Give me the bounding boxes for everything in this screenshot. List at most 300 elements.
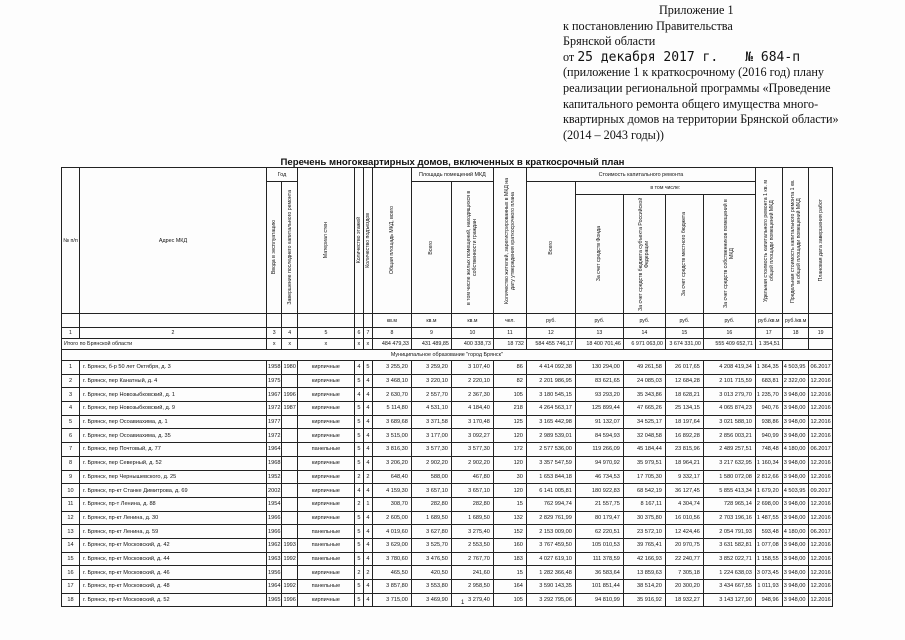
table-row <box>62 538 833 552</box>
table-cell: 3 092,27 <box>451 429 493 443</box>
table-cell: 1 011,93 <box>755 580 782 594</box>
table-cell: 101 851,44 <box>575 580 623 594</box>
table-cell: 06.2017 <box>809 443 832 457</box>
unit-cell <box>267 314 282 328</box>
table-cell: 4 065 874,23 <box>703 402 755 416</box>
table-cell: г. Брянск, пер Осоавиахима, д. 1 <box>80 415 267 429</box>
total-cell: х <box>297 339 354 350</box>
table-cell: 06.2017 <box>809 525 832 539</box>
table-cell: 3 021 588,10 <box>703 415 755 429</box>
table-cell: кирпичные <box>297 388 354 402</box>
header-cost-group: Стоимость капитального ремонта <box>526 168 755 182</box>
table-cell: 18 628,21 <box>665 388 703 402</box>
total-cell: 1 354,51 <box>755 339 782 350</box>
table-cell: кирпичные <box>297 456 354 470</box>
table-cell: 308,70 <box>372 497 411 511</box>
table-cell: 3 220,10 <box>411 374 451 388</box>
table-cell: 5 <box>363 361 372 375</box>
table-cell: 465,50 <box>372 566 411 580</box>
table-cell: 7 <box>62 443 80 457</box>
header-cost-total-label: Всего <box>547 240 554 255</box>
table-cell: 3 948,00 <box>782 552 809 566</box>
table-cell: 1 689,50 <box>411 511 451 525</box>
table-cell: 4 180,00 <box>782 443 809 457</box>
table-cell: 1954 <box>267 497 282 511</box>
table-cell: 5 114,80 <box>372 402 411 416</box>
table-cell: 2 <box>62 374 80 388</box>
table-cell: 2 <box>354 470 363 484</box>
table-cell: 83 621,65 <box>575 374 623 388</box>
table-cell: 105 <box>493 388 526 402</box>
table-cell: 1 <box>62 361 80 375</box>
table-cell: 9 332,17 <box>665 470 703 484</box>
table-row <box>62 456 833 470</box>
appendix-line: квартирных домов на территории Брянской области» <box>563 112 839 127</box>
table-cell: 2 856 003,21 <box>703 429 755 443</box>
table-cell: кирпичные <box>297 374 354 388</box>
header-area-private-label: в том числе жилых помещений, находящихся в собственности граждан <box>466 190 479 305</box>
table-cell: 12.2016 <box>809 456 832 470</box>
table-cell: 4 <box>363 552 372 566</box>
table-cell: 3 948,00 <box>782 429 809 443</box>
handwritten-date: 25 декабря 2017 г. <box>577 49 719 65</box>
table-cell: 1977 <box>267 415 282 429</box>
table-cell: г. Брянск, пер Новозыбковский, д. 1 <box>80 388 267 402</box>
table-cell: 4 <box>363 511 372 525</box>
unit-cell <box>62 314 80 328</box>
table-cell: 3 553,80 <box>411 580 451 594</box>
header-floors <box>354 168 363 314</box>
header-residents <box>493 168 526 314</box>
header-unit-cost <box>755 168 782 314</box>
table-cell: 3 948,00 <box>782 511 809 525</box>
table-cell: 3 948,00 <box>782 456 809 470</box>
table-cell: 160 <box>493 538 526 552</box>
header-area-total-label: Всего <box>428 240 435 255</box>
table-cell: 3 275,40 <box>451 525 493 539</box>
table-cell: 3 948,00 <box>782 415 809 429</box>
header-local <box>666 195 704 313</box>
total-cell: 484 479,33 <box>372 339 411 350</box>
table-cell: 3 948,00 <box>782 470 809 484</box>
table-row <box>62 511 833 525</box>
table-cell: 4 <box>62 402 80 416</box>
table-cell: 4 180,00 <box>782 525 809 539</box>
column-number-cell: 13 <box>575 328 623 339</box>
table-cell: 762 994,74 <box>526 497 575 511</box>
table-cell: 3 357 547,59 <box>526 456 575 470</box>
table-cell: 3 627,80 <box>411 525 451 539</box>
table-cell: 13 <box>62 525 80 539</box>
table-cell: г. Брянск, пр-кт Московский, д. 42 <box>80 538 267 552</box>
table-cell: 1 487,55 <box>755 511 782 525</box>
table-cell: 86 <box>493 361 526 375</box>
table-cell: 748,48 <box>755 443 782 457</box>
table-cell <box>282 374 297 388</box>
table-cell: 10 <box>62 484 80 498</box>
table-cell: 2 605,00 <box>372 511 411 525</box>
header-year-built <box>267 182 282 314</box>
table-cell: 3 469,90 <box>411 593 451 607</box>
table-cell: 5 <box>354 511 363 525</box>
header-cost-total <box>526 182 575 314</box>
table-cell: 22 240,77 <box>665 552 703 566</box>
table-cell: 3 948,00 <box>782 497 809 511</box>
table-row <box>62 470 833 484</box>
table-cell: 32 048,58 <box>623 429 665 443</box>
column-numbers-row <box>62 328 833 339</box>
table-cell: 5 <box>354 525 363 539</box>
table-cell: 34 525,17 <box>623 415 665 429</box>
table-cell: панельные <box>297 580 354 594</box>
table-cell: 3 715,00 <box>372 593 411 607</box>
table-cell: 09.2017 <box>809 484 832 498</box>
table-cell: 120 <box>493 456 526 470</box>
total-cell: х <box>354 339 363 350</box>
table-cell: 1 580 072,08 <box>703 470 755 484</box>
table-cell: 3 279,40 <box>451 593 493 607</box>
unit-cell <box>809 314 832 328</box>
header-max-cost <box>782 168 809 314</box>
table-cell: 1 364,35 <box>755 361 782 375</box>
column-number-cell: 12 <box>526 328 575 339</box>
unit-cell <box>297 314 354 328</box>
table-cell: 125 <box>493 415 526 429</box>
table-cell: 164 <box>493 580 526 594</box>
column-number-cell: 2 <box>80 328 267 339</box>
table-cell: 1 689,50 <box>451 511 493 525</box>
column-number-cell: 19 <box>809 328 832 339</box>
table-cell: 3 515,00 <box>372 429 411 443</box>
table-cell <box>282 415 297 429</box>
total-cell: 431 489,85 <box>411 339 451 350</box>
table-cell: 1962 <box>267 538 282 552</box>
table-cell: 940,76 <box>755 402 782 416</box>
table-cell: 183 <box>493 552 526 566</box>
unit-cell: кв.м <box>411 314 451 328</box>
table-cell: 2 812,66 <box>755 470 782 484</box>
header-material-label: Материал стен <box>322 222 329 259</box>
table-cell: 1975 <box>267 374 282 388</box>
table-cell: 1 <box>363 497 372 511</box>
table-cell: 4 <box>354 388 363 402</box>
header-year-group: Год <box>267 168 298 182</box>
table-cell: 3 816,30 <box>372 443 411 457</box>
table-cell: г. Брянск, пер Чернышевского, д. 25 <box>80 470 267 484</box>
table-cell: 1956 <box>267 566 282 580</box>
table-cell: 49 261,58 <box>623 361 665 375</box>
table-cell: 3 170,48 <box>451 415 493 429</box>
table-cell: 12.2016 <box>809 470 832 484</box>
table-cell: 3 165 442,98 <box>526 415 575 429</box>
table-cell: 36 127,45 <box>665 484 703 498</box>
unit-cell: кв.м <box>372 314 411 328</box>
table-cell: 3 948,00 <box>782 402 809 416</box>
municipality-label: Муниципальное образование "город Брянск" <box>62 350 833 361</box>
table-cell: 1 158,55 <box>755 552 782 566</box>
table-cell: 1 235,70 <box>755 388 782 402</box>
table-cell: 12.2016 <box>809 552 832 566</box>
table-cell: 3 631 582,81 <box>703 538 755 552</box>
table-cell: 5 855 413,34 <box>703 484 755 498</box>
table-cell: 588,00 <box>411 470 451 484</box>
table-cell: 35 916,92 <box>623 593 665 607</box>
table-cell: 18 <box>62 593 80 607</box>
table-cell: 3 948,00 <box>782 538 809 552</box>
table-cell: 12.2016 <box>809 415 832 429</box>
table-cell: 12.2016 <box>809 497 832 511</box>
table-row <box>62 429 833 443</box>
table-cell: 3 657,10 <box>451 484 493 498</box>
table-cell: 23 815,96 <box>665 443 703 457</box>
table-cell: 1958 <box>267 361 282 375</box>
table-cell: 2002 <box>267 484 282 498</box>
table-cell: 2 902,20 <box>451 456 493 470</box>
table-cell: панельные <box>297 538 354 552</box>
header-federal-label: За счет средств бюджета субъекта Российской Федерации <box>638 197 651 311</box>
unit-cell <box>354 314 363 328</box>
table-cell: 940,99 <box>755 429 782 443</box>
table-cell: 1 679,20 <box>755 484 782 498</box>
unit-cell: руб. <box>623 314 665 328</box>
table-cell: 1965 <box>267 593 282 607</box>
column-number-cell: 18 <box>782 328 809 339</box>
table-cell: кирпичные <box>297 484 354 498</box>
table-cell: 4 <box>363 484 372 498</box>
table-cell <box>282 525 297 539</box>
table-cell <box>282 470 297 484</box>
table-cell: 4 027 619,10 <box>526 552 575 566</box>
table-cell: 241,60 <box>451 566 493 580</box>
table-cell: 6 <box>62 429 80 443</box>
table-cell: 105 010,53 <box>575 538 623 552</box>
column-number-cell: 7 <box>363 328 372 339</box>
table-cell: 5 <box>354 580 363 594</box>
table-cell: 12.2016 <box>809 511 832 525</box>
table-cell: 4 208 419,34 <box>703 361 755 375</box>
table-cell: 9 <box>62 470 80 484</box>
table-cell: 3 073,45 <box>755 566 782 580</box>
table-cell: 2 <box>354 497 363 511</box>
table-row <box>62 402 833 416</box>
appendix-header <box>563 3 903 143</box>
table-cell: 80 179,47 <box>575 511 623 525</box>
table-cell: 3 577,30 <box>451 443 493 457</box>
appendix-line: к постановлению Правительства <box>563 18 733 33</box>
total-cell <box>782 339 809 350</box>
table-cell: 3 948,00 <box>782 566 809 580</box>
appendix-date-line <box>563 50 903 66</box>
column-number-cell: 17 <box>755 328 782 339</box>
table-cell: 728 965,14 <box>703 497 755 511</box>
table-cell: 35 343,86 <box>623 388 665 402</box>
table-row <box>62 374 833 388</box>
table-title: Перечень многоквартирных домов, включенных в краткосрочный план <box>280 157 625 168</box>
header-local-label: За счет средств местного бюджета <box>681 211 688 297</box>
header-fund <box>576 195 624 313</box>
table-cell: 1 653 844,18 <box>526 470 575 484</box>
table-cell: 18 964,21 <box>665 456 703 470</box>
header-entrances <box>363 168 372 314</box>
table-cell <box>282 443 297 457</box>
table-cell: 4 503,95 <box>782 484 809 498</box>
total-cell <box>809 339 832 350</box>
unit-cell: чел. <box>493 314 526 328</box>
table-cell: 2 <box>363 566 372 580</box>
table-cell: 1966 <box>267 511 282 525</box>
table-cell: 282,80 <box>411 497 451 511</box>
table-cell: 8 <box>62 456 80 470</box>
table-cell: 1952 <box>267 470 282 484</box>
table-cell: 2 989 539,01 <box>526 429 575 443</box>
table-cell: 1 160,34 <box>755 456 782 470</box>
header-fund-label: За счет средств Фонда <box>596 226 603 282</box>
table-cell: 12 <box>62 511 80 525</box>
table-cell: 12.2016 <box>809 429 832 443</box>
table-cell: 16 892,28 <box>665 429 703 443</box>
table-cell: 2 153 009,00 <box>526 525 575 539</box>
table-cell: 4 <box>363 456 372 470</box>
table-cell: 5 <box>354 593 363 607</box>
table-cell: 47 665,26 <box>623 402 665 416</box>
table-cell: 1966 <box>267 525 282 539</box>
table-cell <box>282 456 297 470</box>
table-cell: 2 958,50 <box>451 580 493 594</box>
column-number-cell: 9 <box>411 328 451 339</box>
appendix-line: (2014 – 2043 годы)) <box>563 127 664 142</box>
table-cell: кирпичные <box>297 361 354 375</box>
table-cell: кирпичные <box>297 429 354 443</box>
table-cell: 3 948,00 <box>782 593 809 607</box>
table-cell: 94 810,99 <box>575 593 623 607</box>
header-year-repair-label: Завершение последнего капитального ремонта <box>286 190 293 305</box>
column-number-cell: 11 <box>493 328 526 339</box>
table-cell: 2 <box>363 470 372 484</box>
table-cell: 3 180 545,15 <box>526 388 575 402</box>
table-cell: 938,86 <box>755 415 782 429</box>
table-cell: 46 734,53 <box>575 470 623 484</box>
table-cell: 3 013 279,70 <box>703 388 755 402</box>
table-cell: 4 <box>363 402 372 416</box>
table-cell: 7 305,18 <box>665 566 703 580</box>
table-cell: 1964 <box>267 580 282 594</box>
table-cell: г. Брянск, пер Канатный, д. 4 <box>80 374 267 388</box>
table-cell: 2 201 986,95 <box>526 374 575 388</box>
table-cell: 2 703 196,16 <box>703 511 755 525</box>
header-unit-cost-label: Удельная стоимость капитального ремонта 1 кв. м общей площади помещений МКД <box>762 179 775 302</box>
table-cell: 15 <box>62 552 80 566</box>
table-cell: 2 220,10 <box>451 374 493 388</box>
table-cell: 132 <box>493 511 526 525</box>
unit-cell <box>363 314 372 328</box>
table-cell: 35 979,51 <box>623 456 665 470</box>
table-row <box>62 580 833 594</box>
table-cell: 3 689,68 <box>372 415 411 429</box>
header-floors-label: Количество этажей <box>355 217 362 264</box>
header-year-built-label: Ввода в эксплуатацию <box>271 220 278 275</box>
table-cell: 3 629,00 <box>372 538 411 552</box>
table-cell: 30 <box>493 470 526 484</box>
table-cell: 172 <box>493 443 526 457</box>
table-cell: 1992 <box>282 580 297 594</box>
table-cell: кирпичные <box>297 470 354 484</box>
table-cell: 3 948,00 <box>782 580 809 594</box>
table-cell: 4 <box>363 429 372 443</box>
table-cell: 4 <box>363 593 372 607</box>
table-cell: 4 <box>363 538 372 552</box>
table-cell: 12.2016 <box>809 580 832 594</box>
table-cell: 5 <box>354 552 363 566</box>
table-cell: кирпичные <box>297 566 354 580</box>
table-cell: 1 077,08 <box>755 538 782 552</box>
table-row <box>62 497 833 511</box>
table-row <box>62 388 833 402</box>
table-cell: 5 <box>354 538 363 552</box>
table-cell: г. Брянск, пер Почтовый, д. 77 <box>80 443 267 457</box>
table-cell: г. Брянск, пр-кт Московский, д. 52 <box>80 593 267 607</box>
header-cost-subgroup <box>575 182 755 314</box>
header-plan-date-label: Плановая дата завершения работ <box>817 199 824 282</box>
table-cell <box>282 484 297 498</box>
table-cell: 2 557,70 <box>411 388 451 402</box>
table-cell: 2 829 761,99 <box>526 511 575 525</box>
table-cell: 119 266,09 <box>575 443 623 457</box>
table-cell: 2 902,20 <box>411 456 451 470</box>
table-cell: 3 476,50 <box>411 552 451 566</box>
table-cell: 1963 <box>267 552 282 566</box>
unit-cell <box>282 314 297 328</box>
table-row <box>62 443 833 457</box>
table-cell: 3 767 459,50 <box>526 538 575 552</box>
table-cell: 1993 <box>282 538 297 552</box>
column-number-cell: 15 <box>665 328 703 339</box>
table-cell: 1972 <box>267 402 282 416</box>
table-row <box>62 361 833 375</box>
table-cell: 3 948,00 <box>782 388 809 402</box>
table-cell: 2 767,70 <box>451 552 493 566</box>
column-number-cell: 14 <box>623 328 665 339</box>
table-cell: 3 259,20 <box>411 361 451 375</box>
header-area-private <box>451 182 493 314</box>
date-prefix: от <box>563 49 575 64</box>
unit-cell: руб. <box>703 314 755 328</box>
header-material <box>297 168 354 314</box>
header-area-group: Площадь помещений МКД <box>411 168 493 182</box>
table-cell: 2 489 257,51 <box>703 443 755 457</box>
table-cell: 2 101 715,59 <box>703 374 755 388</box>
table-cell: 39 765,41 <box>623 538 665 552</box>
table-cell: 5 <box>354 456 363 470</box>
table-row <box>62 552 833 566</box>
table-cell: 45 184,44 <box>623 443 665 457</box>
table-cell: 3 577,30 <box>411 443 451 457</box>
table-cell: г. Брянск, пр-кт Ленина, д. 59 <box>80 525 267 539</box>
table-cell: 3 255,20 <box>372 361 411 375</box>
table-cell: 4 503,95 <box>782 361 809 375</box>
table-cell: 130 294,00 <box>575 361 623 375</box>
column-number-cell: 3 <box>267 328 282 339</box>
column-number-cell: 10 <box>451 328 493 339</box>
table-cell: 4 159,30 <box>372 484 411 498</box>
table-cell: 5 <box>354 429 363 443</box>
table-cell: 4 <box>363 388 372 402</box>
table-cell: 17 705,30 <box>623 470 665 484</box>
table-cell: 93 293,20 <box>575 388 623 402</box>
table-cell: кирпичные <box>297 497 354 511</box>
table-cell: 38 514,20 <box>623 580 665 594</box>
table-cell: 105 <box>493 593 526 607</box>
total-label: Итого по Брянской области <box>62 339 267 350</box>
